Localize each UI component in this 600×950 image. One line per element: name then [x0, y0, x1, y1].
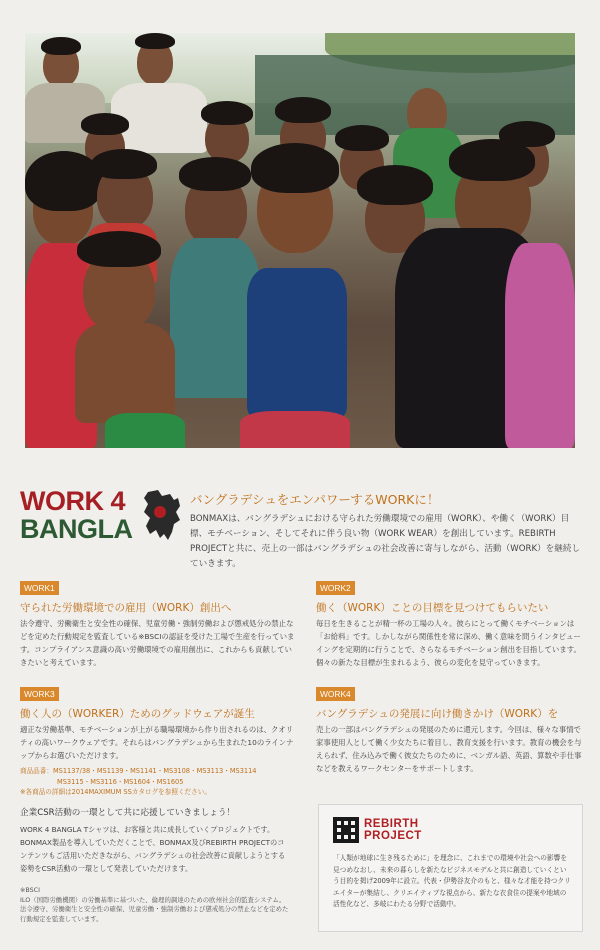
product-list — [20, 766, 300, 798]
rebirth-logo-line1: REBIRTH — [364, 818, 419, 830]
work3-tag: WORK3 — [20, 687, 59, 701]
rebirth-description: 「人類が地球に生き残るために」を理念に、これまでの環境や社会への影響を見つめなおし、未来の暮らしを新たなビジネスモデルと共に創造していくという目的を掲げ2009年に設立。代表・伊勢谷友介のもと、様々な才能を持つクリエイターが集結し、クリエイティブな視点から、新たな衣食住の提案や地域の活性化など、多岐にわたる分野で活動中。 — [333, 854, 571, 908]
logo-line-1: WORK 4 — [20, 486, 125, 516]
work1-title: 守られた労働環境での雇用（WORK）創出へ — [20, 602, 232, 614]
bsci-body: ILO（国際労働機関）の労働基準に基づいた、倫理的調達のための欧州社会的監査システム。法令遵守、労働衛生と安全性の確保、児童労働・強制労働および懲戒処分の禁止などを定めた行動規定を監査しています。 — [20, 895, 289, 923]
rebirth-project-box — [318, 804, 583, 932]
work2-tag: WORK2 — [316, 581, 355, 595]
product-note: ※各商品の詳細は2014MAXIMUM SSカタログを参照ください。 — [20, 788, 211, 796]
logo-line-2: BANGLA — [20, 514, 133, 544]
rebirth-project-logo — [333, 817, 473, 845]
csr-body: WORK 4 BANGLA Tシャツは、お客様と共に成長していくプロジェクトです。BONMAX製品を導入していただくことで、BONMAX及びREBIRTH PROJECTのコンテンツもご活用いただきながら、バングラデシュの社会改善に貢献しようとする姿勢をCSR活動の一環として発表していただけます。 — [20, 825, 286, 873]
work4-body: 売上の一部はバングラデシュの発展のために還元します。今回は、様々な事情で家事使用人として働く少女たちに着目し、教育支援を行います。教育の機会を与えられず、住み込みで働く彼女たちのために、ベンガル語、英語、算数や手仕事などを教えるワークセンターをサポートします。 — [316, 725, 582, 773]
product-codes-line1: 商品品番：MS1137/38・MS1139・MS1141・MS3108・MS3113・MS3114 — [20, 767, 257, 775]
work3-body: 適正な労働基準、モチベーションが上がる職場環境から作り出されるのは、クオリティの高いワークウェアです。それらはバングラデシュから生まれた10のラインナップからお選びいただけます。 — [20, 725, 294, 760]
bsci-heading: ※BSCI — [20, 886, 41, 894]
headline: バングラデシュをエンパワーするWORKに！ — [190, 492, 440, 507]
work3-title: 働く人の（WORKER）ためのグッドウェアが誕生 — [20, 708, 255, 720]
work4-tag: WORK4 — [316, 687, 355, 701]
csr-title: 企業CSR活動の一環として共に応援していきましょう！ — [20, 808, 236, 818]
work1-body: 法令遵守、労働衛生と安全性の確保、児童労働・強制労働および懲戒処分の禁止などを定めた行動規定を監査している※BSCIの認証を受けた工場で生産を行っています。コンプライアンス意識の高い労働環境での雇用創出に、これからも貢献していきたいと考えています。 — [20, 619, 295, 667]
intro-text: BONMAXは、バングラデシュにおける守られた労働環境での雇用（WORK）、や働く（WORK）目標、モチベーション、そしてそれに伴う良い物（WORK WEAR）を創出しています。REBIRTH PROJECTと共に、売上の一部はバングラデシュの社会改善に寄与しながら、活動（WORK）を継続していきます。 — [190, 514, 581, 569]
product-codes-line2: MS3115・MS3116・MS1604・MS1605 — [57, 777, 184, 786]
bangladesh-map-icon — [140, 488, 182, 543]
work4bangla-logo — [20, 488, 180, 548]
rebirth-mark-icon — [333, 817, 359, 843]
rebirth-logo-line2: PROJECT — [364, 830, 422, 842]
bsci-footnote — [20, 886, 290, 924]
work2-title: 働く（WORK）ことの目標を見つけてもらいたい — [316, 602, 549, 614]
children-photo — [25, 33, 575, 448]
work1-tag: WORK1 — [20, 581, 59, 595]
work2-body: 毎日を生きることが精一杯の工場の人々。彼らにとって働くモチベーションは「お給料」です。しかしながら関係性を常に深め、働く意味を問うインタビューイングを定期的に行うことで、さらなるモチベーション創出を目指しています。個々の新たな目標が生まれるよう、彼らの変化を見守っていきます。 — [316, 619, 581, 667]
work4-title: バングラデシュの発展に向け働きかけ（WORK）を — [316, 708, 559, 720]
